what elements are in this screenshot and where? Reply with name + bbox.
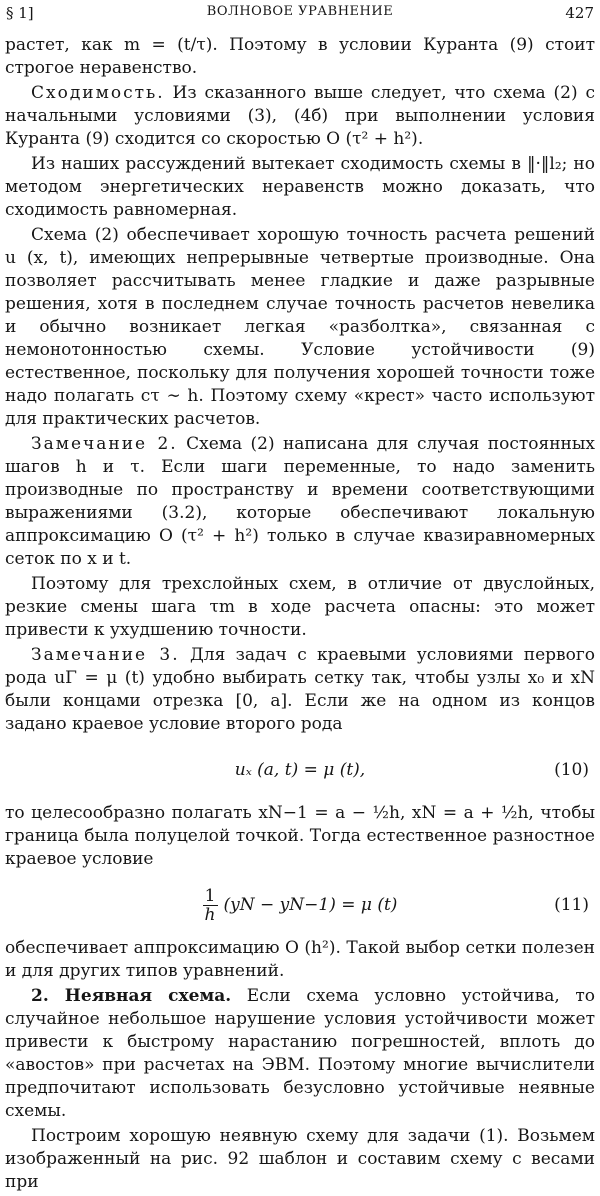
paragraph-6: Поэтому для трехслойных схем, в отличие от двуслойных, резкие смены шага τm в ходе расчета опасны: это может привести к ухудшению точности. bbox=[5, 574, 595, 640]
fraction-denominator: h bbox=[204, 905, 216, 925]
equation-11-fraction bbox=[203, 887, 218, 924]
remark-3-heading: Замечание 3. bbox=[31, 645, 180, 665]
equation-11-body: (yN − yN−1) = μ (t) bbox=[223, 895, 398, 915]
equation-10-body: uₓ (a, t) = μ (t), bbox=[234, 760, 366, 780]
convergence-text: Из сказанного выше следует, что схема (2) с начальными условиями (3), (4б) при выполнении условия Куранта (9) сходится со скоростью O (τ² + h²). bbox=[5, 83, 595, 149]
paragraph-9: обеспечивает аппроксимацию O (h²). Такой выбор сетки полезен и для других типов уравнений. bbox=[5, 938, 595, 981]
paragraph-4: Схема (2) обеспечивает хорошую точность расчета решений u (x, t), имеющих непрерывные четвертые производные. Она позволяет рассчитывать менее гладкие и даже разрывные решения, хотя в последнем случае точность расчетов невелика и обычно возникает легкая «разболтка», связанная с немонотонностью схемы. Условие устойчивости (9) естественное, поскольку для получения хорошей точности тоже надо полагать cτ ∼ h. Поэтому схему «крест» часто используют для практических расчетов. bbox=[5, 225, 595, 429]
implicit-scheme-heading: 2. Неявная схема. bbox=[31, 986, 232, 1006]
convergence-heading: Сходимость. bbox=[31, 83, 165, 103]
remark-2-heading: Замечание 2. bbox=[31, 434, 178, 454]
equation-10 bbox=[5, 748, 595, 792]
remark-3-text: Для задач с краевыми условиями первого рода uΓ = μ (t) удобно выбирать сетку так, чтобы узлы x₀ и xN были концами отрезка [0, a]. Если же на одном из концов задано краевое условие второго рода bbox=[5, 645, 596, 734]
page-number: 427 bbox=[565, 4, 594, 22]
paragraph-11: Построим хорошую неявную схему для задачи (1). Возьмем изображенный на рис. 92 шаблон и составим схему с весами при bbox=[5, 1126, 595, 1192]
page-body bbox=[5, 34, 595, 1196]
equation-11-number: (11) bbox=[554, 895, 589, 915]
fraction-numerator: 1 bbox=[203, 887, 218, 906]
paragraph-3: Из наших рассуждений вытекает сходимость схемы в ‖·‖l₂; но методом энергетических неравенств можно доказать, что сходимость равномерная. bbox=[5, 154, 595, 220]
paragraph-remark-2 bbox=[5, 433, 595, 571]
paragraph-8: то целесообразно полагать xN−1 = a − ½h, xN = a + ½h, чтобы граница была полуцелой точкой. Тогда естественное разностное краевое условие bbox=[5, 803, 595, 869]
paragraph-1: растет, как m = (t/τ). Поэтому в условии Куранта (9) стоит строгое неравенство. bbox=[5, 35, 595, 78]
paragraph-implicit-scheme bbox=[5, 985, 595, 1123]
paragraph-remark-3 bbox=[5, 644, 595, 736]
equation-10-number: (10) bbox=[554, 760, 589, 780]
running-title: ВОЛНОВОЕ УРАВНЕНИЕ bbox=[206, 4, 394, 19]
running-header bbox=[6, 4, 594, 26]
equation-11 bbox=[5, 883, 595, 927]
implicit-scheme-text: Если схема условно устойчива, то случайное небольшое нарушение условия устойчивости может привести к быстрому нарастанию погрешностей, вплоть до «авостов» при расчетах на ЭВМ. Поэтому многие вычислители предпочитают использовать безусловно устойчивые неявные схемы. bbox=[5, 986, 595, 1121]
paragraph-convergence bbox=[5, 82, 595, 151]
section-mark: § 1] bbox=[6, 4, 34, 22]
remark-2-text: Схема (2) написана для случая постоянных шагов h и τ. Если шаги переменные, то надо заменить производные по пространству и времени соответствующими выражениями (3.2), которые обеспечивают локальную аппроксимацию O (τ² + h²) только в случае квазиравномерных сеток по x и t. bbox=[5, 434, 595, 569]
